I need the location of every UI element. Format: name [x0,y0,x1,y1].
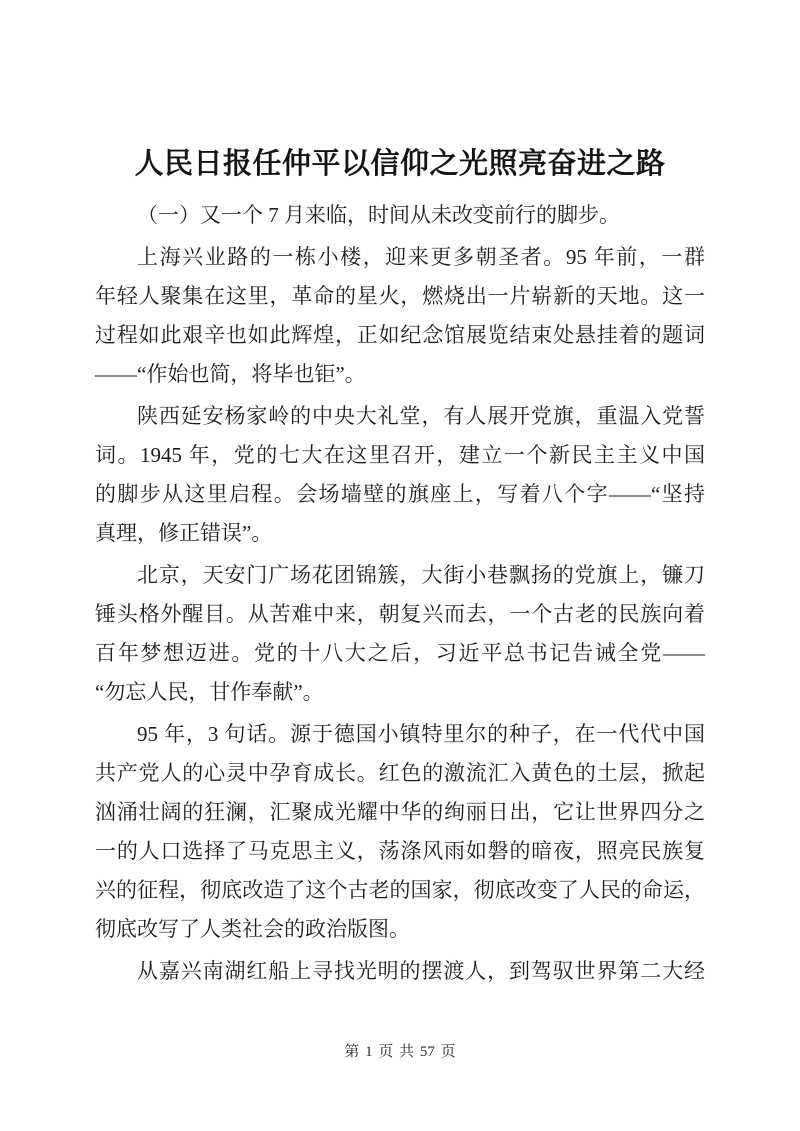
paragraph [95,397,705,553]
text-line: 的脚步从这里启程。会场墙壁的旗座上，写着八个字——“坚持 [95,482,705,506]
text-line: 共产党人的心灵中孕育成长。红色的激流汇入黄色的土层，掀起 [95,761,705,785]
text-line: 从嘉兴南湖红船上寻找光明的摆渡人，到驾驭世界第二大经 [137,959,705,983]
text-line: 百年梦想迈进。党的十八大之后，习近平总书记告诫全党—— [95,641,705,665]
text-line: 真理，修正错误”。 [95,521,273,545]
text-line: （一）又一个 7 月来临，时间从未改变前行的脚步。 [137,203,620,227]
text-line: 上海兴业路的一栋小楼，迎来更多朝圣者。95 年前，一群 [137,245,705,269]
text-line: 陕西延安杨家岭的中央大礼堂，有人展开党旗，重温入党誓 [137,404,705,428]
text-line: 北京，天安门广场花团锦簇，大街小巷飘扬的党旗上，镰刀 [137,563,705,587]
text-line: 彻底改写了人类社会的政治版图。 [95,917,410,941]
paragraph [95,952,705,991]
document-title: 人民日报任仲平以信仰之光照亮奋进之路 [134,148,666,180]
text-line: 兴的征程，彻底改造了这个古老的国家，彻底改变了人民的命运， [95,878,705,902]
text-line: “勿忘人民，甘作奉献”。 [95,680,324,704]
text-line: 锤头格外醒目。从苦难中来，朝复兴而去，一个古老的民族向着 [95,602,705,626]
page-footer [0,1040,800,1061]
paragraph [95,556,705,712]
text-line: 汹涌壮阔的狂澜，汇聚成光耀中华的绚丽日出，它让世界四分之 [95,800,705,824]
text-line: 一的人口选择了马克思主义，荡涤风雨如磐的暗夜，照亮民族复 [95,839,705,863]
page-number: 第 1 页 共 57 页 [344,1044,456,1060]
document-body [95,196,705,991]
text-line: 95 年，3 句话。源于德国小镇特里尔的种子，在一代代中国 [137,722,705,746]
text-line: 过程如此艰辛也如此辉煌，正如纪念馆展览结束处悬挂着的题词 [95,323,705,347]
paragraph [95,715,705,949]
text-line: 词。1945 年，党的七大在这里召开，建立一个新民主主义中国 [95,443,705,467]
text-line: ——“作始也简，将毕也钜”。 [95,362,366,386]
paragraph [95,196,705,235]
paragraph [95,238,705,394]
text-line: 年轻人聚集在这里，革命的星火，燃烧出一片崭新的天地。这一 [95,284,705,308]
